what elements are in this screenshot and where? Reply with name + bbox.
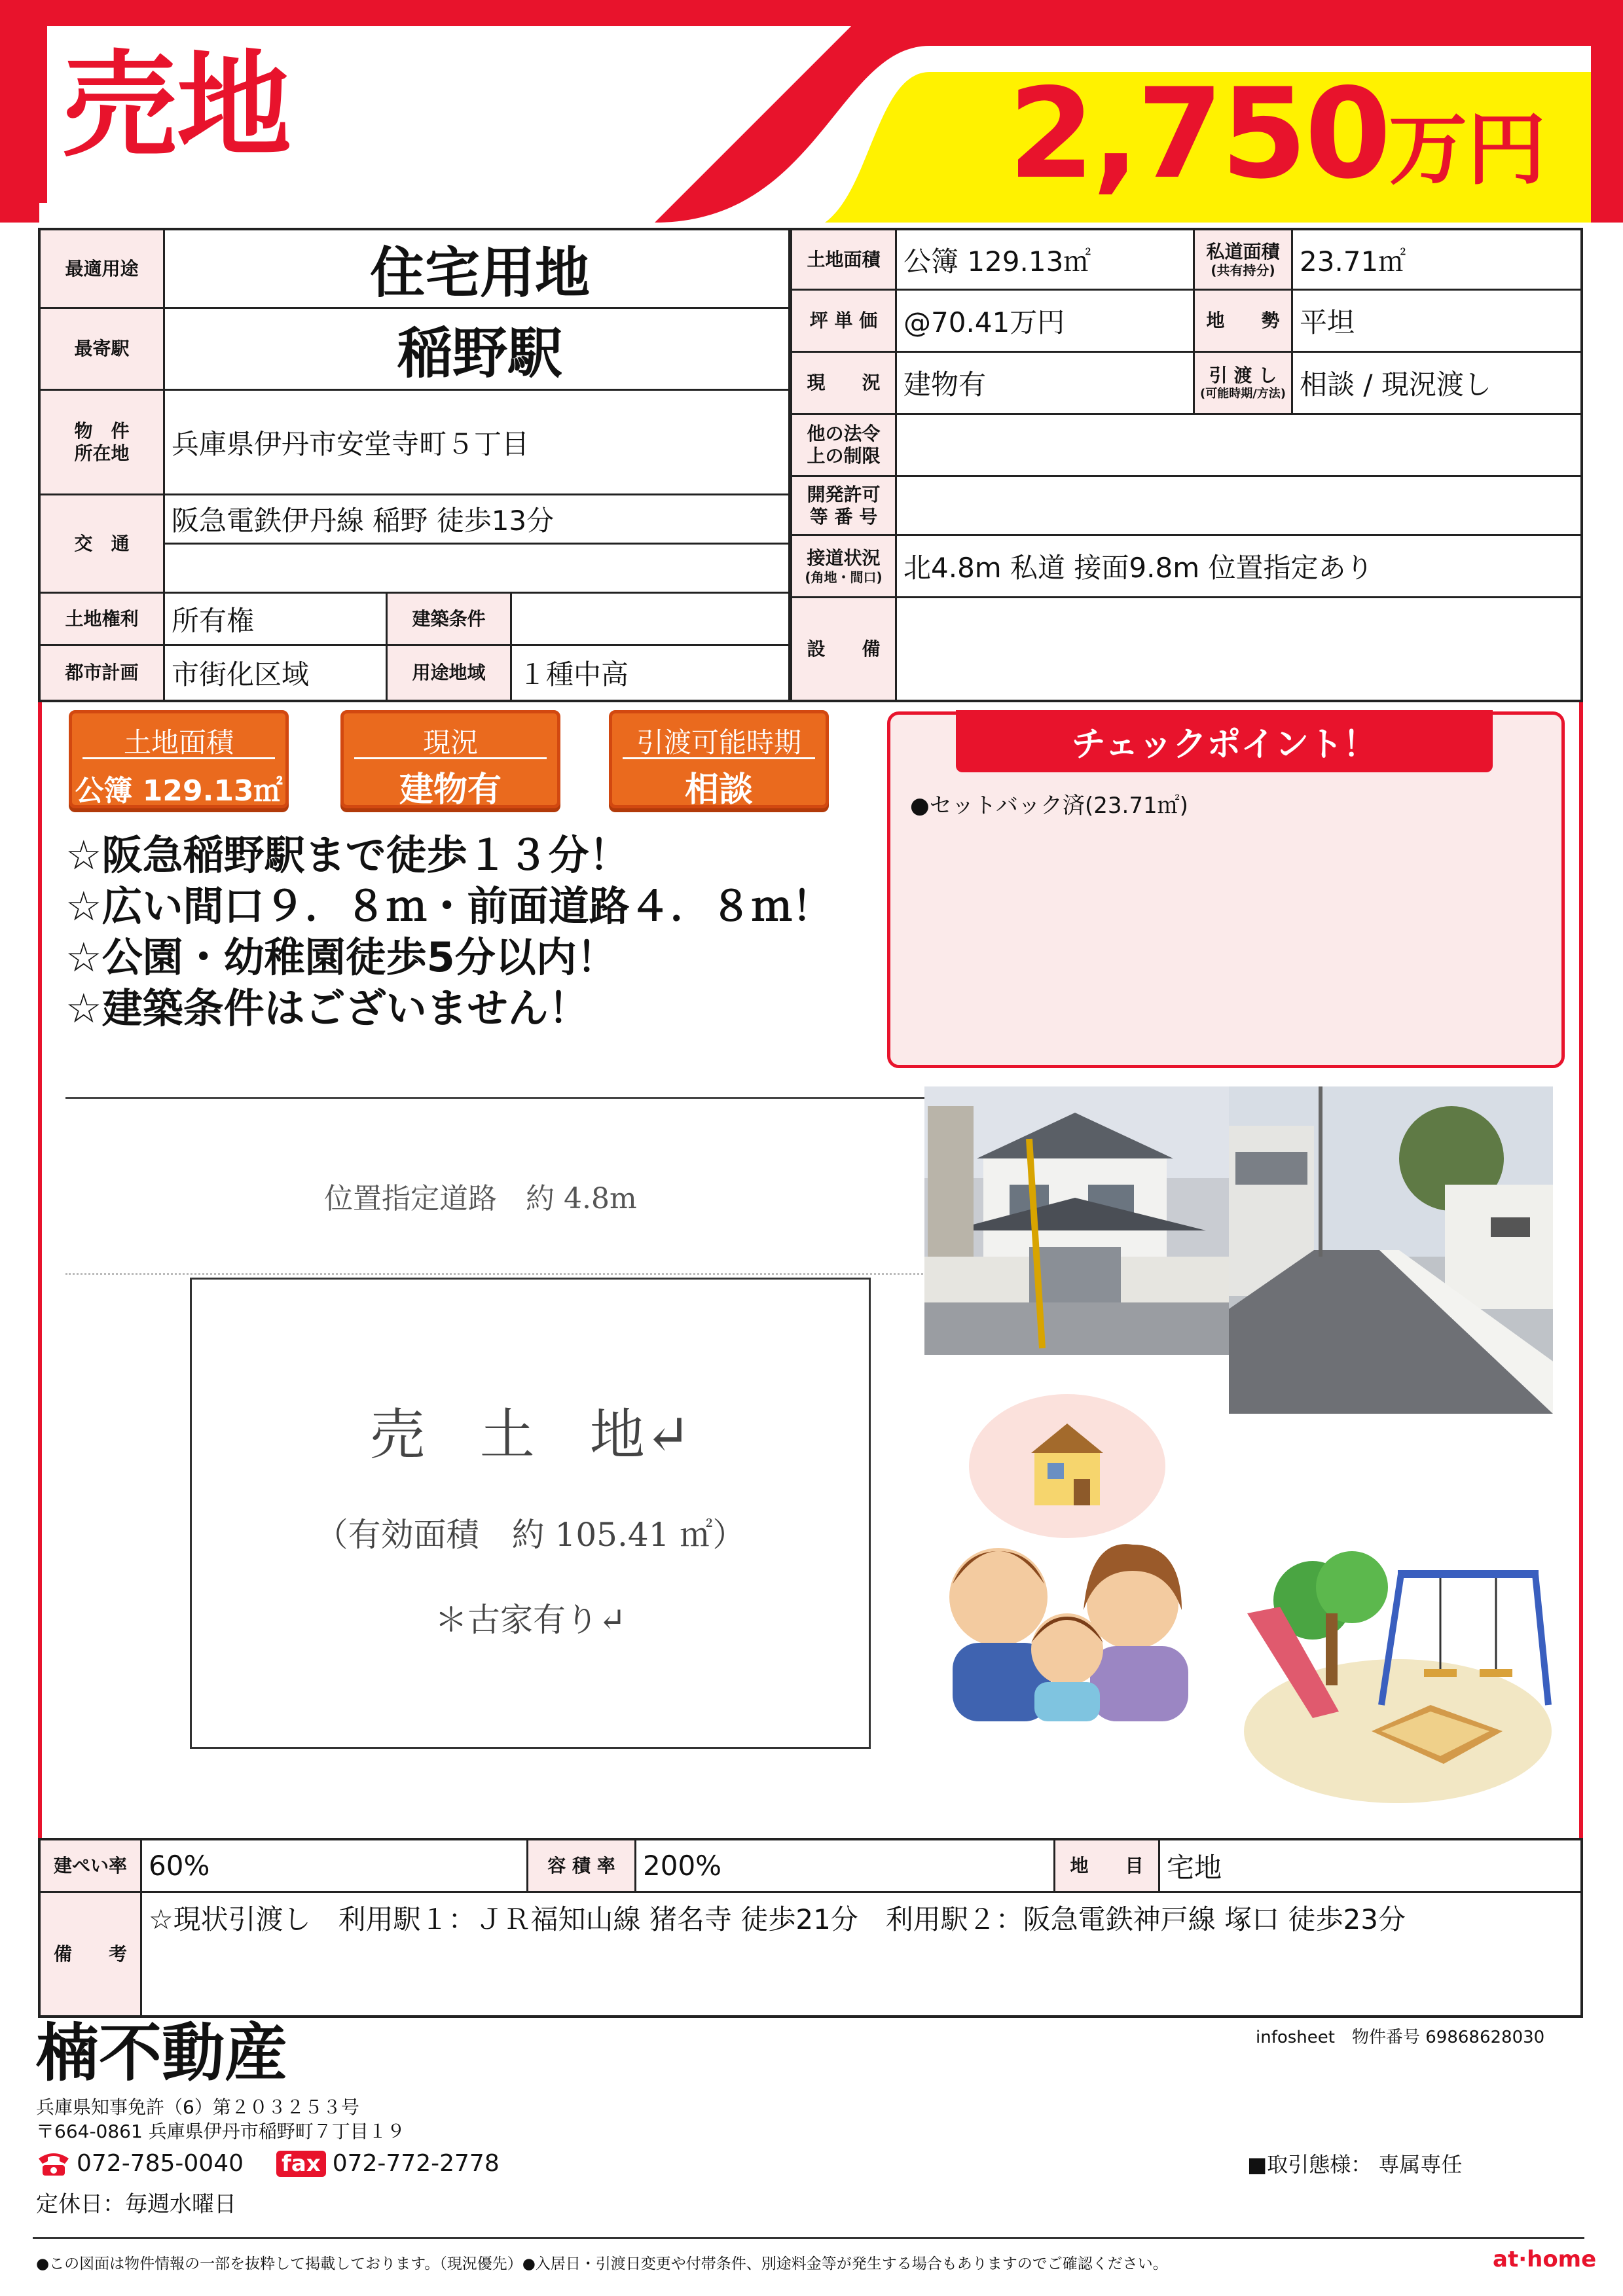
badge-status-title: 現況 <box>354 713 547 759</box>
tsubo-label: 坪 単 価 <box>792 291 897 351</box>
address-value: 兵庫県伊丹市安堂寺町５丁目 <box>172 427 530 460</box>
zoning-label: 用途地域 <box>388 646 512 700</box>
private-road-value: 23.71㎡ <box>1300 245 1406 278</box>
handover-label: 引 渡 し <box>1209 365 1277 387</box>
company-address: 〒664-0861 兵庫県伊丹市稲野町７丁目１９ <box>36 2121 405 2142</box>
company-license: 兵庫県知事免許（6）第２０３２５３号 <box>36 2096 359 2118</box>
far-label: 容 積 率 <box>528 1840 636 1891</box>
zoning-value: １種中高 <box>519 658 629 691</box>
contact-row <box>36 2150 500 2177</box>
fax-number: 072-772-2778 <box>332 2150 500 2177</box>
phone-icon <box>36 2151 71 2177</box>
remarks-label: 備 考 <box>41 1893 142 2015</box>
category-value: 宅地 <box>1167 1851 1222 1884</box>
selling-point: ☆公園・幼稚園徒歩5分以内！ <box>65 933 617 981</box>
station-label: 最寄駅 <box>41 309 165 389</box>
bcr-label: 建ぺい率 <box>41 1840 142 1891</box>
rights-value: 所有権 <box>165 594 388 644</box>
remarks-value: ☆現状引渡し 利用駅１：ＪＲ福知山線 猪名寺 徒歩21分 利用駅２：阪急電鉄神戸線 塚口 徒歩23分 <box>149 1903 1406 1935</box>
badge-handover <box>609 710 829 808</box>
street-photo <box>1229 1086 1553 1414</box>
checkpoint-title: チェックポイント！ <box>956 710 1493 772</box>
status-value: 建物有 <box>897 353 1195 413</box>
transport-value: 阪急電鉄伊丹線 稲野 徒歩13分 <box>165 495 788 545</box>
build-cond-label: 建築条件 <box>388 594 512 644</box>
tsubo-value: @70.41万円 <box>897 291 1195 351</box>
spec-table-left <box>38 228 791 702</box>
facility-label: 設 備 <box>792 598 897 700</box>
plan-road-line <box>65 1097 926 1099</box>
holiday: 定休日：毎週水曜日 <box>36 2191 236 2217</box>
city-plan-value: 市街化区域 <box>165 646 388 700</box>
spec-table-right <box>790 228 1583 702</box>
header-title: 売地 <box>62 40 291 173</box>
facility-value <box>897 598 1580 700</box>
house-photo <box>924 1086 1229 1355</box>
badge-land-area <box>69 710 289 808</box>
other-law-label: 他の法令 上の制限 <box>792 415 897 475</box>
terrain-value: 平坦 <box>1300 306 1355 338</box>
price-number: 2,750 <box>1008 62 1389 206</box>
city-plan-label: 都市計画 <box>41 646 165 700</box>
status-label: 現 況 <box>792 353 897 413</box>
park-illustration <box>1241 1535 1552 1803</box>
disclaimer: ●この図面は物件情報の一部を抜粋して掲載しております。（現況優先）●入居日・引渡日変更や付帯条件、別途料金等が発生する場合もありますのでご確認ください。 <box>36 2255 1168 2272</box>
build-cond-value <box>512 594 788 644</box>
land-area-label: 土地面積 <box>792 230 897 289</box>
other-law-value <box>897 415 1580 475</box>
far-value: 200% <box>636 1840 1055 1891</box>
infosheet-number: infosheet 物件番号 69868628030 <box>1256 2028 1545 2047</box>
handover-sub: (可能時期/方法) <box>1199 387 1286 401</box>
deal-type: ■取引態様： 専属専任 <box>1247 2152 1463 2177</box>
plan-road-edge <box>65 1273 926 1275</box>
badge-status <box>340 710 560 808</box>
selling-points <box>65 830 833 1034</box>
badge-handover-title: 引渡可能時期 <box>623 713 815 759</box>
private-road-label: 私道面積 <box>1206 240 1280 262</box>
permit-label: 開発許可 等 番 号 <box>792 477 897 534</box>
selling-point: ☆阪急稲野駅まで徒歩１３分！ <box>65 831 630 879</box>
road-value: 北4.8m 私道 接面9.8m 位置指定あり <box>903 552 1374 584</box>
spec-table-bottom <box>38 1838 1583 2018</box>
plan-lot <box>190 1278 871 1749</box>
selling-point: ☆建築条件はございません！ <box>65 984 589 1032</box>
badge-status-value: 建物有 <box>399 770 501 810</box>
road-label-cell <box>792 536 897 596</box>
bcr-value: 60% <box>142 1840 528 1891</box>
transport-label: 交 通 <box>41 495 165 592</box>
price-value <box>1008 62 1546 206</box>
badge-land-area-title: 土地面積 <box>82 713 275 759</box>
badge-land-area-value: 公簿 129.13㎡ <box>75 774 283 808</box>
athome-logo: at·home <box>1493 2246 1597 2272</box>
land-area-value: 公簿 129.13㎡ <box>897 230 1195 289</box>
permit-value <box>897 477 1580 534</box>
plan-lot-note: ＊古家有り↵ <box>435 1601 626 1639</box>
fax-icon: fax <box>276 2151 326 2177</box>
checkpoint-item: ●セットバック済(23.71㎡) <box>910 793 1188 819</box>
private-road-label-cell <box>1195 230 1293 289</box>
road-sub: (角地・間口) <box>805 569 883 585</box>
handover-label-cell <box>1195 353 1293 413</box>
handover-value: 相談 / 現況渡し <box>1300 368 1491 401</box>
private-road-sub: (共有持分) <box>1211 262 1275 279</box>
company-name: 楠不動産 <box>36 2017 287 2090</box>
use-value: 住宅用地 <box>369 241 590 305</box>
phone-number[interactable]: 072-785-0040 <box>77 2150 244 2177</box>
address-label: 物 件 所在地 <box>41 391 165 493</box>
plan-lot-area: （有効面積 約 105.41 ㎡） <box>315 1516 746 1554</box>
transport-value-blank <box>165 545 788 592</box>
terrain-label: 地 勢 <box>1195 291 1293 351</box>
road-label: 接道状況 <box>807 547 881 569</box>
plan-lot-title: 売 土 地↵ <box>369 1403 691 1467</box>
use-label: 最適用途 <box>41 230 165 307</box>
station-value: 稲野駅 <box>397 321 562 386</box>
price-unit: 万円 <box>1389 105 1546 196</box>
badge-handover-value: 相談 <box>684 770 753 810</box>
family-illustration <box>926 1388 1201 1721</box>
category-label: 地 目 <box>1055 1840 1160 1891</box>
selling-point: ☆広い間口９．８ｍ・前面道路４．８ｍ！ <box>65 882 833 930</box>
plan-road-label: 位置指定道路 約 4.8m <box>324 1182 637 1215</box>
header-title-accent <box>39 26 47 203</box>
rights-label: 土地権利 <box>41 594 165 644</box>
footer-rule <box>33 2237 1584 2239</box>
